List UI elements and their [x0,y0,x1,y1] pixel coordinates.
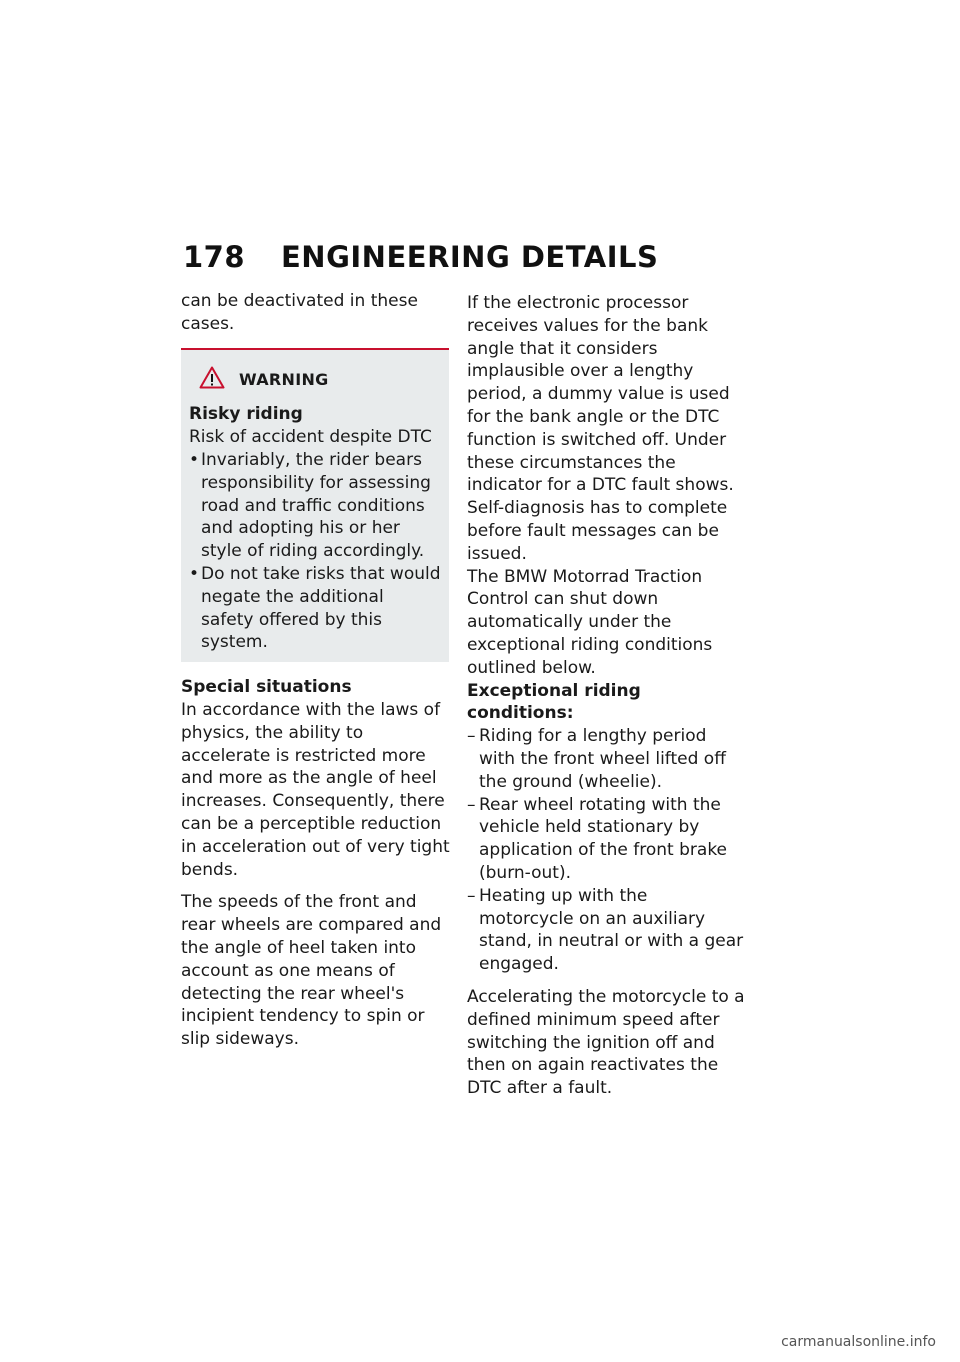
special-situations-heading: Special situations [181,677,352,698]
warning-triangle-icon [199,366,239,396]
special-paragraph-2: The speeds of the front and rear wheels are compared and the angle of heel taken into account as one means of detecting the rear wheel's incipient tendency to spin or slip sideways. [181,892,442,1050]
special-paragraph-1: In accordance with the laws of physics, the ability to accelerate is restricted more and more as the angle of heel increases. Consequently, there can be a perceptible reduction in acceleration out of very tight bends. [181,699,450,880]
warning-subheading: Risk of accident despite DTC [189,427,432,448]
exceptional-conditions-heading: Exceptional riding conditions: [467,680,641,724]
warning-header [199,366,441,396]
list-item: – Rear wheel rotating with the vehicle held stationary by application of the front brake (burn-out). [467,794,747,885]
traction-control-paragraph: The BMW Motorrad Traction Control can shut down automatically under the exceptional riding conditions outlined below. [467,566,713,678]
page-number: 178 [183,240,246,274]
section-title: ENGINEERING DETAILS [281,240,659,274]
watermark-text: carmanualsonline.info [781,1334,936,1350]
intro-text: can be deactivated in these cases. [181,291,418,334]
reactivation-paragraph: Accelerating the motorcycle to a defined minimum speed after switching the ignition off and then on again reactivates the DTC after a fault. [467,986,745,1099]
left-column [181,290,451,1051]
list-item: • Invariably, the rider bears responsibility for assessing road and traffic conditions and adopting his or her style of riding accordingly. [189,449,441,563]
warning-heading: Risky riding [189,404,303,425]
warning-box [181,348,449,663]
list-item: – Heating up with the motorcycle on an auxiliary stand, in neutral or with a gear engaged. [467,885,747,976]
list-item: • Do not take risks that would negate the additional safety offered by this system. [189,563,441,654]
list-item: – Riding for a lengthy period with the front wheel lifted off the ground (wheelie). [467,725,747,793]
page-header [183,240,658,274]
conditions-list [467,725,747,976]
warning-bullet-list [189,449,441,654]
processor-paragraph: If the electronic processor receives values for the bank angle that it considers implausible over a lengthy period, a dummy value is used for the bank angle or the DTC function is switched off. Under these circumstances the indicator for a DTC fault shows. Self-diagnosis has to complete before fault messages can be issued. [467,293,734,564]
warning-label: WARNING [239,370,329,390]
right-column [467,292,747,1100]
